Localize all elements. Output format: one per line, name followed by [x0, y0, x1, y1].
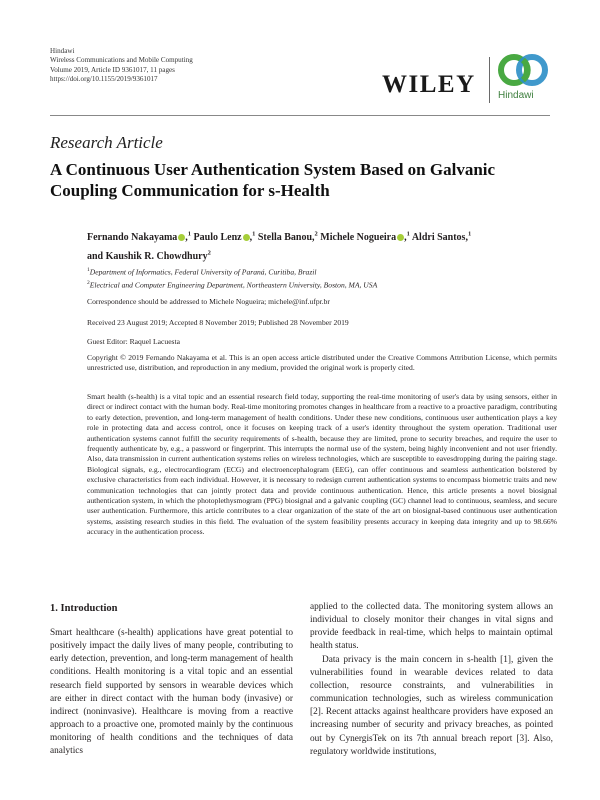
author[interactable]: Aldri Santos,$^1$ — [411, 231, 472, 244]
publisher-line: Hindawi — [50, 47, 75, 55]
intro-left-column — [50, 627, 293, 759]
affiliations — [87, 265, 557, 290]
orcid-icon[interactable] — [243, 234, 250, 241]
doi-link[interactable]: https://doi.org/10.1155/2019/9361017 — [50, 75, 158, 84]
journal-name: Wireless Communications and Mobile Computing — [50, 56, 193, 65]
volume-line: Volume 2019, Article ID 9361017, 11 pages — [50, 65, 175, 74]
logo-divider — [489, 57, 490, 103]
guest-editor: Guest Editor: Raquel Lacuesta — [87, 337, 180, 346]
correspondence: Correspondence should be addressed to Michele Nogueira; michele@inf.ufpr.br — [87, 297, 330, 306]
author[interactable]: Stella Banou,$^2$ — [257, 231, 318, 244]
hindawi-wordmark: Hindawi — [498, 90, 534, 101]
article-title: A Continuous User Authentication System Based on Galvanic Coupling Communication for s-Health — [50, 160, 496, 200]
wiley-logo: WILEY — [382, 71, 476, 98]
paragraph: applied to the collected data. The monitoring system allows an individual to closely monitor their changes in vital signs and provide feedback in real-time, which helps to maintain optimal health status. — [310, 602, 553, 652]
journal-header — [50, 47, 310, 85]
author[interactable]: Michele Nogueira ,$^1$ — [320, 231, 410, 244]
abstract: Smart health (s-health) is a vital topic and an essential research field today, supporting the real-time monitoring of user's data by using sensors, either in direct or indirect contact with the human body. Real-time monitoring promotes changes in healthcare from a reactive to a proactive paradigm, contributing to early detection, prevention, and long-term management of health conditions. Under these new conditions, continuous user authentication plays a key role in protecting data and access control, once it focuses on keeping track of a user's identity throughout the system operation. Traditional user authentication systems cannot fulfill the security requirements of s-health, because they are limited, prone to security breaches, and require the user to frequently authenticate by, e.g., a password or fingerprint. This interrupts the normal use of the system, being highly inconvenient and not user friendly. Also, data transmission in current authentication systems relies on wireless technologies, which are susceptible to eavesdropping during the pairing stage. Biological signals, e.g., electrocardiogram (ECG) and electroencephalogram (EEG), can offer continuous and seamless authentication bolstered by exclusive characteristics from each individual. However, it is necessary to redesign current authentication systems to encompass biometric traits and new communication technologies that can jointly protect data and provide continuous authentication. Hence, this article presents a novel biosignal authentication system, in which the photoplethysmogram (PPG) biosignal and a galvanic coupling (GC) channel lead to continuous, seamless, and secure user authentication. Furthermore, this article contributes to a clear organization of the state of the art on biosignal-based continuous user authentication systems, assisting research studies in this field. The evaluation of the system feasibility presents accuracy in keeping data integrity and up to 98.66% accuracy in the authentication process. — [87, 392, 557, 537]
author[interactable]: Fernando Nakayama ,$^1$ — [87, 231, 192, 244]
orcid-icon[interactable] — [397, 234, 404, 241]
author-list — [87, 227, 557, 264]
article-type: Research Article — [50, 133, 163, 152]
copyright-notice: Copyright © 2019 Fernando Nakayama et al. This is an open access article distributed under the Creative Commons Attribution License, which permits unrestricted use, distribution, and reproduction in any medium, provided the original work is properly cited. — [87, 353, 557, 373]
orcid-icon[interactable] — [178, 234, 185, 241]
header-rule — [50, 115, 550, 116]
author[interactable]: and Kaushik R. Chowdhury$^2$ — [87, 249, 211, 262]
affiliation: $^1$Department of Informatics, Federal University of Paraná, Curitiba, Brazil — [87, 267, 317, 277]
paragraph: Smart healthcare (s-health) applications have great potential to positively impact the daily lives of many people, contributing to early detection, prevention, and long-term management of health conditions. Health monitoring is a vital topic and an essential research field supported by sensors in wearable devices which are either in direct contact with the human body (invasive) or indirect (noninvasive). Healthcare is moving from a reactive approach to a proactive one, promoted mainly by the continuous monitoring of health conditions and the techniques of data analytics — [50, 628, 293, 757]
paragraph: Data privacy is the main concern in s-health [1], given the vulnerabilities found in wearable devices related to data collection, resource constraints, and vulnerabilities in communication technologies, such as wireless communication [2]. Recent attacks against healthcare providers have exposed an increasing number of security and privacy breaches, as pointed out by CynergisTek on its 7th annual breach report [3]. Also, regulatory worldwide institutions, — [310, 654, 553, 757]
affiliation: $^2$Electrical and Computer Engineering Department, Northeastern University, Boston, MA, USA — [87, 279, 378, 290]
section-heading: 1. Introduction — [50, 603, 118, 614]
publication-dates: Received 23 August 2019; Accepted 8 November 2019; Published 28 November 2019 — [87, 318, 349, 327]
intro-right-column — [310, 601, 553, 759]
author[interactable]: Paulo Lenz ,$^1$ — [193, 231, 256, 244]
hindawi-logo-icon — [496, 50, 552, 90]
